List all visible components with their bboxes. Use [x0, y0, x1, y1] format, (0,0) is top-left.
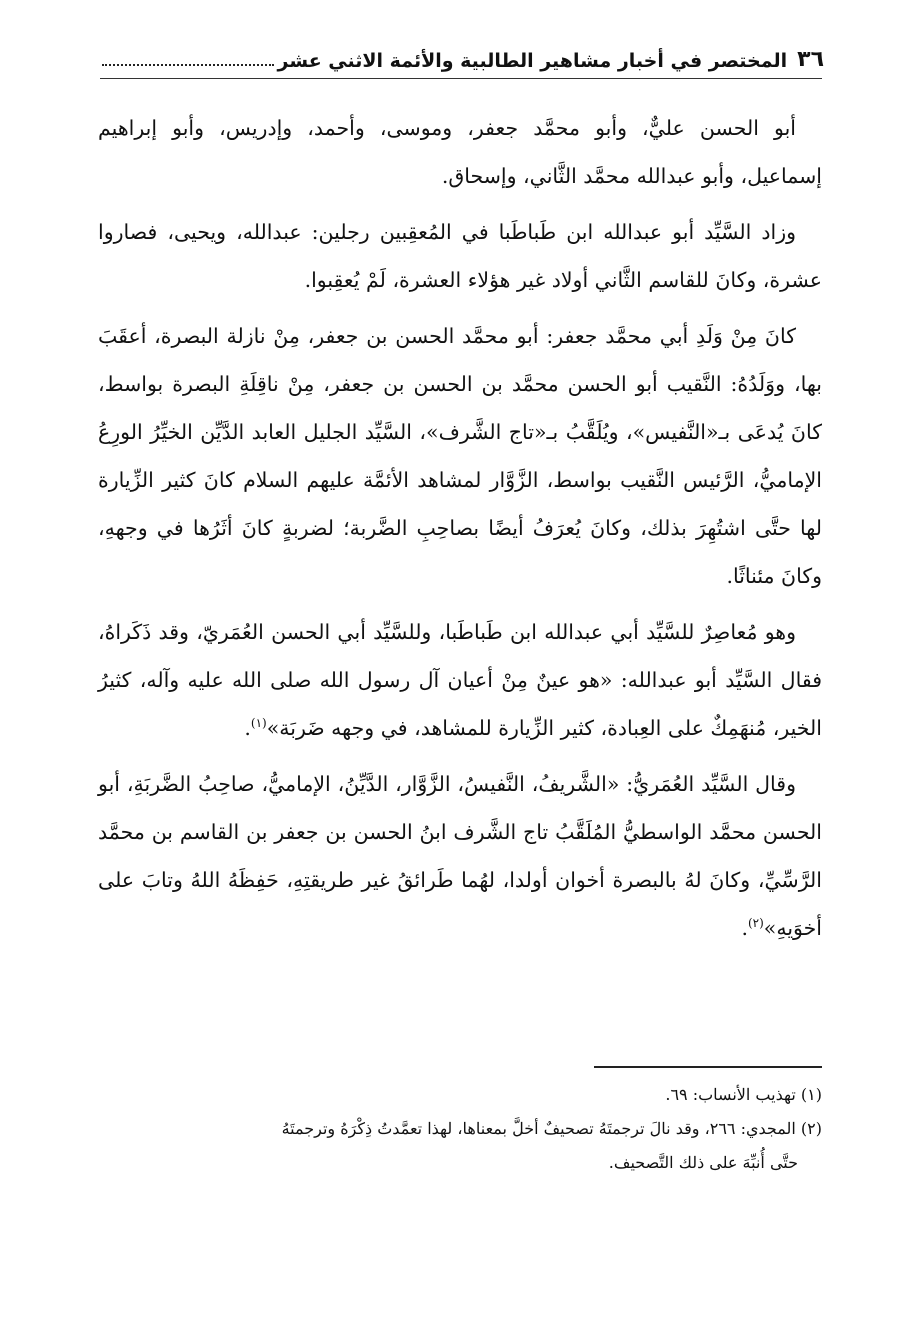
footnote [98, 1078, 822, 1112]
page-number: ٣٦ [797, 47, 824, 72]
page-header [96, 36, 824, 72]
footnote-text: المجدي: ٢٦٦، وقد نالَ ترجمتَهُ تصحيفٌ أخلَّ بمعناها، لهذا تعمَّدتُ ذِكْرَهُ وترجمتَهُ [281, 1119, 796, 1138]
footnotes [98, 1078, 822, 1180]
footnote-ref[interactable]: (١) [250, 716, 267, 731]
footnote-continuation: حتَّى أُنبِّهَ على ذلك التَّصحيف. [608, 1153, 798, 1172]
footnote-divider [594, 1066, 822, 1068]
running-title-text: المختصر في أخبار مشاهير الطالبية والأئمة الاثني عشر [277, 50, 788, 72]
paragraph: وهو مُعاصِرٌ للسَّيِّد أبي عبدالله ابن طَباطَبا، وللسَّيِّد أبي الحسن العُمَريّ، وقد ذَكَراهُ، فقال السَّيِّد أبو عبدالله: «هو عينٌ مِنْ أعيان آل رسول الله صلى الله عليه وآله، كثيرُ الخير، مُنهَمِكٌ على العِبادة، كثير الزِّيارة للمشاهد، في وجهه ضَربَة»$^{(١)}$. [98, 620, 822, 740]
paragraph: وقال السَّيِّد العُمَريُّ: «الشَّريفُ، النَّفيسُ، الزَّوَّار، الدَّيِّنُ، الإماميُّ، صاحِبُ الضَّربَةِ، أبو الحسن محمَّد الواسطيُّ المُلَقَّبُ تاج الشَّرف ابنُ الحسن بن جعفر بن القاسم بن محمَّد الرَّسِّيِّ، وكانَ لهُ بالبصرة أخوان أولدا، لهُما طَرائقُ غير طريقتِهِ، حَفِظَهُ اللهُ وتابَ على أخوَيهِ»$^{(٢)}$. [98, 772, 823, 940]
footnote-marker: (١) [800, 1085, 822, 1104]
header-divider [100, 78, 822, 79]
footnote-ref[interactable]: (٢) [747, 916, 764, 931]
footnote-text: تهذيب الأنساب: ٦٩. [665, 1085, 796, 1104]
paragraph: وزاد السَّيِّد أبو عبدالله ابن طَباطَبا في المُعقِبين رجلين: عبدالله، ويحيى، فصاروا عشرة، وكانَ للقاسم الثَّاني أولاد غير هؤلاء العشرة، لَمْ يُعقِبوا. [98, 220, 822, 292]
paragraph: أبو الحسن عليٌّ، وأبو محمَّد جعفر، وموسى، وأحمد، وإدريس، وأبو إبراهيم إسماعيل، وأبو عبدالله محمَّد الثَّاني، وإسحاق. [98, 116, 822, 188]
footnote [98, 1112, 822, 1180]
title-leader-dots [102, 63, 274, 66]
main-text [98, 104, 822, 960]
paragraph: كانَ مِنْ وَلَدِ أبي محمَّد جعفر: أبو محمَّد الحسن بن جعفر، مِنْ نازلة البصرة، أعقَبَ بها، ووَلَدُهُ: النَّقيب أبو الحسن محمَّد بن الحسن بن جعفر، مِنْ ناقِلَةِ البصرة بواسط، كانَ يُدعَى بـ«النَّفيس»، ويُلَقَّبُ بـ«تاج الشَّرف»، السَّيِّد الجليل العابد الدَّيِّن الخيِّرُ الورِعُ الإماميُّ، الرَّئيس النَّقيب بواسط، الزَّوَّار لمشاهد الأئمَّة عليهم السلام كانَ كثير الزِّيارة لها حتَّى اشتُهِرَ بذلك، وكانَ يُعرَفُ أيضًا بصاحِبِ الضَّربة؛ لضربةٍ كانَ أثَرُها في وجههِ، وكانَ مئناثًا. [98, 324, 822, 588]
running-title [96, 50, 787, 72]
footnote-marker: (٢) [800, 1119, 822, 1138]
